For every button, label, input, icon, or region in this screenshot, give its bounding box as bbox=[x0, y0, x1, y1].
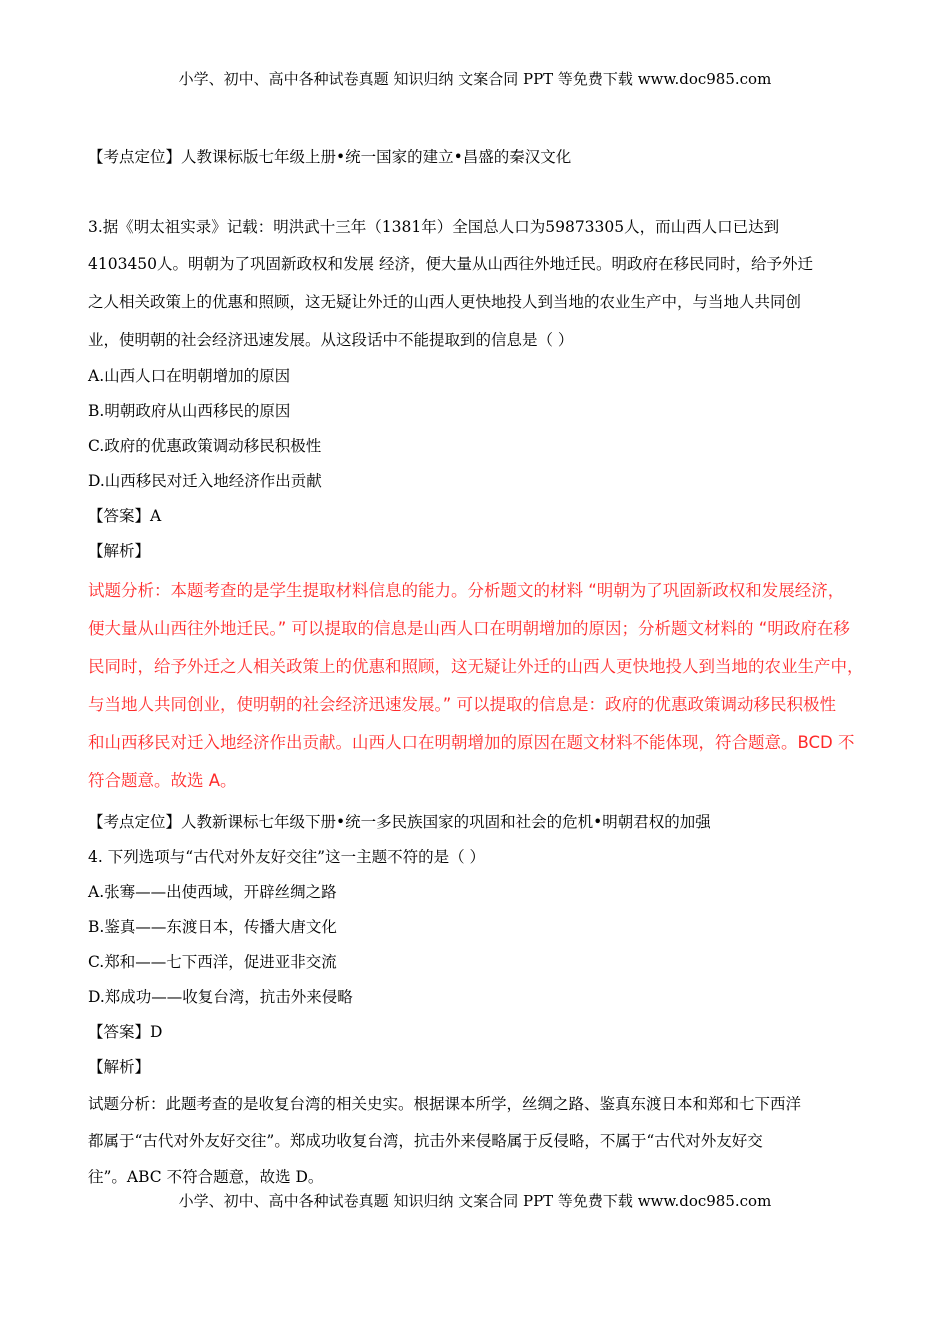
q3-stem-line-3: 之人相关政策上的优惠和照顾，这无疑让外迁的山西人更快地投人到当地的农业生产中，与当地人共同创 bbox=[88, 293, 802, 311]
q3-analysis-line-4: 与当地人共同创业，使明朝的社会经济迅速发展。” 可以提取的信息是：政府的优惠政策调动移民积极性 bbox=[88, 695, 837, 714]
q3-option-b: B.明朝政府从山西移民的原因 bbox=[88, 402, 291, 420]
kaodian-q2: 【考点定位】人教课标版七年级上册•统一国家的建立•昌盛的秦汉文化 bbox=[88, 148, 572, 166]
q3-analysis-line-2: 便大量从山西往外地迁民。” 可以提取的信息是山西人口在明朝增加的原因；分析题文材料的 “明政府在移 bbox=[88, 619, 850, 638]
kaodian-q3: 【考点定位】人教新课标七年级下册•统一多民族国家的巩固和社会的危机•明朝君权的加强 bbox=[88, 813, 711, 831]
q4-option-c: C.郑和——七下西洋，促进亚非交流 bbox=[88, 953, 337, 971]
q3-analysis-line-3: 民同时，给予外迁之人相关政策上的优惠和照顾，这无疑让外迁的山西人更快地投人到当地的农业生产中， bbox=[88, 657, 864, 676]
q4-analysis-line-3: 往”。ABC 不符合题意，故选 D。 bbox=[88, 1168, 324, 1186]
q3-option-d: D.山西移民对迁入地经济作出贡献 bbox=[88, 472, 322, 490]
q4-stem: 4. 下列选项与“古代对外友好交往”这一主题不符的是（ ） bbox=[88, 848, 485, 866]
q4-option-b: B.鉴真——东渡日本，传播大唐文化 bbox=[88, 918, 337, 936]
q3-stem-line-1: 3.据《明太祖实录》记载：明洪武十三年（1381年）全国总人口为59873305人，而山西人口已达到 bbox=[88, 218, 780, 236]
q3-answer: 【答案】A bbox=[88, 507, 162, 525]
q4-option-d: D.郑成功——收复台湾，抗击外来侵略 bbox=[88, 988, 353, 1006]
q3-jiexi-label: 【解析】 bbox=[88, 542, 151, 560]
q4-jiexi-label: 【解析】 bbox=[88, 1058, 151, 1076]
q4-option-a: A.张骞——出使西域，开辟丝绸之路 bbox=[88, 883, 337, 901]
q3-option-c: C.政府的优惠政策调动移民积极性 bbox=[88, 437, 322, 455]
q4-analysis-line-2: 都属于“古代对外友好交往”。郑成功收复台湾，抗击外来侵略属于反侵略，不属于“古代对外友好交 bbox=[88, 1132, 763, 1150]
q4-answer: 【答案】D bbox=[88, 1023, 163, 1041]
q3-analysis-line-1: 试题分析：本题考查的是学生提取材料信息的能力。分析题文的材料 “明朝为了巩固新政权和发展经济， bbox=[88, 581, 845, 600]
q3-option-a: A.山西人口在明朝增加的原因 bbox=[88, 367, 291, 385]
page-footer: 小学、初中、高中各种试卷真题 知识归纳 文案合同 PPT 等免费下载 www.doc985.com bbox=[178, 1192, 772, 1210]
q3-analysis-line-6: 符合题意。故选 A。 bbox=[88, 771, 237, 790]
page-header: 小学、初中、高中各种试卷真题 知识归纳 文案合同 PPT 等免费下载 www.doc985.com bbox=[178, 70, 772, 88]
q3-stem-line-2: 4103450人。明朝为了巩固新政权和发展 经济，便大量从山西往外地迁民。明政府在移民同时，给予外迁 bbox=[88, 255, 813, 273]
q3-stem-line-4: 业，使明朝的社会经济迅速发展。从这段话中不能提取到的信息是（ ） bbox=[88, 331, 574, 349]
q3-analysis-line-5: 和山西移民对迁入地经济作出贡献。山西人口在明朝增加的原因在题文材料不能体现，符合题意。BCD 不 bbox=[88, 733, 855, 752]
q4-analysis-line-1: 试题分析：此题考查的是收复台湾的相关史实。根据课本所学，丝绸之路、鉴真东渡日本和郑和七下西洋 bbox=[88, 1095, 802, 1113]
